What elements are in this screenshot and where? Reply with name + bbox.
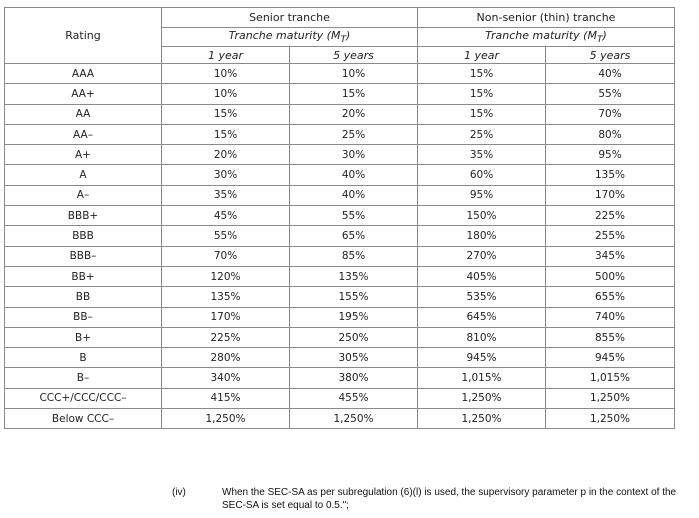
non-senior-1-year-header: 1 year (418, 47, 546, 64)
risk-weight-cell: 455% (290, 388, 418, 408)
risk-weight-cell: 255% (546, 226, 675, 246)
rating-cell: CCC+/CCC/CCC– (5, 388, 162, 408)
risk-weight-cell: 340% (162, 368, 290, 388)
risk-weight-cell: 135% (162, 287, 290, 307)
senior-1-year-header: 1 year (162, 47, 290, 64)
risk-weight-cell: 740% (546, 307, 675, 327)
risk-weight-cell: 345% (546, 246, 675, 266)
risk-weight-cell: 85% (290, 246, 418, 266)
risk-weight-cell: 95% (418, 185, 546, 205)
risk-weight-table-container (4, 7, 674, 429)
risk-weight-cell: 55% (162, 226, 290, 246)
risk-weight-cell: 180% (418, 226, 546, 246)
rating-cell: A (5, 165, 162, 185)
risk-weight-cell: 60% (418, 165, 546, 185)
risk-weight-cell: 20% (162, 145, 290, 165)
risk-weight-cell: 15% (418, 64, 546, 84)
non-senior-5-years-header: 5 years (546, 47, 675, 64)
table-row (5, 206, 675, 226)
risk-weight-cell: 415% (162, 388, 290, 408)
table-row (5, 226, 675, 246)
table-row (5, 266, 675, 286)
note-text: When the SEC-SA as per subregulation (6)(l) is used, the supervisory parameter p in the context of the SEC-SA is set equal to 0.5."; (222, 487, 677, 511)
rating-cell: BB– (5, 307, 162, 327)
risk-weight-cell: 15% (418, 104, 546, 124)
senior-5-years-header: 5 years (290, 47, 418, 64)
risk-weight-cell: 945% (546, 348, 675, 368)
senior-tranche-header: Senior tranche (162, 8, 418, 28)
risk-weight-cell: 70% (546, 104, 675, 124)
risk-weight-cell: 65% (290, 226, 418, 246)
rating-cell: A– (5, 185, 162, 205)
risk-weight-cell: 305% (290, 348, 418, 368)
risk-weight-cell: 500% (546, 266, 675, 286)
table-body (5, 64, 675, 429)
risk-weight-cell: 1,015% (418, 368, 546, 388)
table-row (5, 64, 675, 84)
risk-weight-cell: 15% (162, 124, 290, 144)
table-row (5, 104, 675, 124)
risk-weight-cell: 70% (162, 246, 290, 266)
risk-weight-cell: 380% (290, 368, 418, 388)
rating-cell: AA+ (5, 84, 162, 104)
risk-weight-cell: 1,250% (418, 388, 546, 408)
table-row (5, 165, 675, 185)
risk-weight-table (4, 7, 675, 429)
table-row (5, 124, 675, 144)
senior-maturity-header: Tranche maturity $(M_T)$ (162, 28, 418, 47)
table-row (5, 287, 675, 307)
risk-weight-cell: 655% (546, 287, 675, 307)
risk-weight-cell: 45% (162, 206, 290, 226)
risk-weight-cell: 855% (546, 327, 675, 347)
risk-weight-cell: 20% (290, 104, 418, 124)
risk-weight-cell: 30% (290, 145, 418, 165)
table-row (5, 348, 675, 368)
risk-weight-cell: 120% (162, 266, 290, 286)
rating-cell: BBB– (5, 246, 162, 266)
table-row (5, 145, 675, 165)
table-row (5, 368, 675, 388)
table-row (5, 185, 675, 205)
rating-cell: AA (5, 104, 162, 124)
risk-weight-cell: 280% (162, 348, 290, 368)
rating-cell: A+ (5, 145, 162, 165)
rating-cell: Below CCC– (5, 409, 162, 429)
risk-weight-cell: 135% (290, 266, 418, 286)
risk-weight-cell: 10% (162, 84, 290, 104)
risk-weight-cell: 535% (418, 287, 546, 307)
rating-cell: BB (5, 287, 162, 307)
risk-weight-cell: 645% (418, 307, 546, 327)
rating-cell: BBB (5, 226, 162, 246)
table-row (5, 246, 675, 266)
risk-weight-cell: 170% (162, 307, 290, 327)
risk-weight-cell: 1,015% (546, 368, 675, 388)
risk-weight-cell: 80% (546, 124, 675, 144)
risk-weight-cell: 15% (290, 84, 418, 104)
table-row (5, 307, 675, 327)
risk-weight-cell: 35% (162, 185, 290, 205)
risk-weight-cell: 15% (162, 104, 290, 124)
risk-weight-cell: 25% (290, 124, 418, 144)
risk-weight-cell: 170% (546, 185, 675, 205)
risk-weight-cell: 10% (290, 64, 418, 84)
risk-weight-cell: 25% (418, 124, 546, 144)
risk-weight-cell: 55% (290, 206, 418, 226)
rating-cell: B– (5, 368, 162, 388)
risk-weight-cell: 195% (290, 307, 418, 327)
risk-weight-cell: 55% (546, 84, 675, 104)
rating-cell: BBB+ (5, 206, 162, 226)
risk-weight-cell: 1,250% (418, 409, 546, 429)
risk-weight-cell: 40% (546, 64, 675, 84)
risk-weight-cell: 945% (418, 348, 546, 368)
risk-weight-cell: 95% (546, 145, 675, 165)
note-number: (iv) (172, 487, 186, 498)
non-senior-tranche-header: Non-senior (thin) tranche (418, 8, 675, 28)
risk-weight-cell: 225% (546, 206, 675, 226)
risk-weight-cell: 155% (290, 287, 418, 307)
risk-weight-cell: 1,250% (162, 409, 290, 429)
risk-weight-cell: 40% (290, 165, 418, 185)
table-row (5, 327, 675, 347)
risk-weight-cell: 135% (546, 165, 675, 185)
risk-weight-cell: 1,250% (290, 409, 418, 429)
rating-cell: AA– (5, 124, 162, 144)
risk-weight-cell: 270% (418, 246, 546, 266)
risk-weight-cell: 1,250% (546, 388, 675, 408)
rating-cell: BB+ (5, 266, 162, 286)
risk-weight-cell: 225% (162, 327, 290, 347)
risk-weight-cell: 10% (162, 64, 290, 84)
table-row (5, 388, 675, 408)
rating-header: Rating (5, 8, 162, 64)
risk-weight-cell: 15% (418, 84, 546, 104)
table-row (5, 84, 675, 104)
rating-cell: AAA (5, 64, 162, 84)
risk-weight-cell: 810% (418, 327, 546, 347)
risk-weight-cell: 30% (162, 165, 290, 185)
risk-weight-cell: 405% (418, 266, 546, 286)
risk-weight-cell: 1,250% (546, 409, 675, 429)
risk-weight-cell: 35% (418, 145, 546, 165)
rating-cell: B (5, 348, 162, 368)
risk-weight-cell: 150% (418, 206, 546, 226)
risk-weight-cell: 40% (290, 185, 418, 205)
rating-cell: B+ (5, 327, 162, 347)
non-senior-maturity-header: Tranche maturity $(M_T)$ (418, 28, 675, 47)
risk-weight-cell: 250% (290, 327, 418, 347)
table-row (5, 409, 675, 429)
